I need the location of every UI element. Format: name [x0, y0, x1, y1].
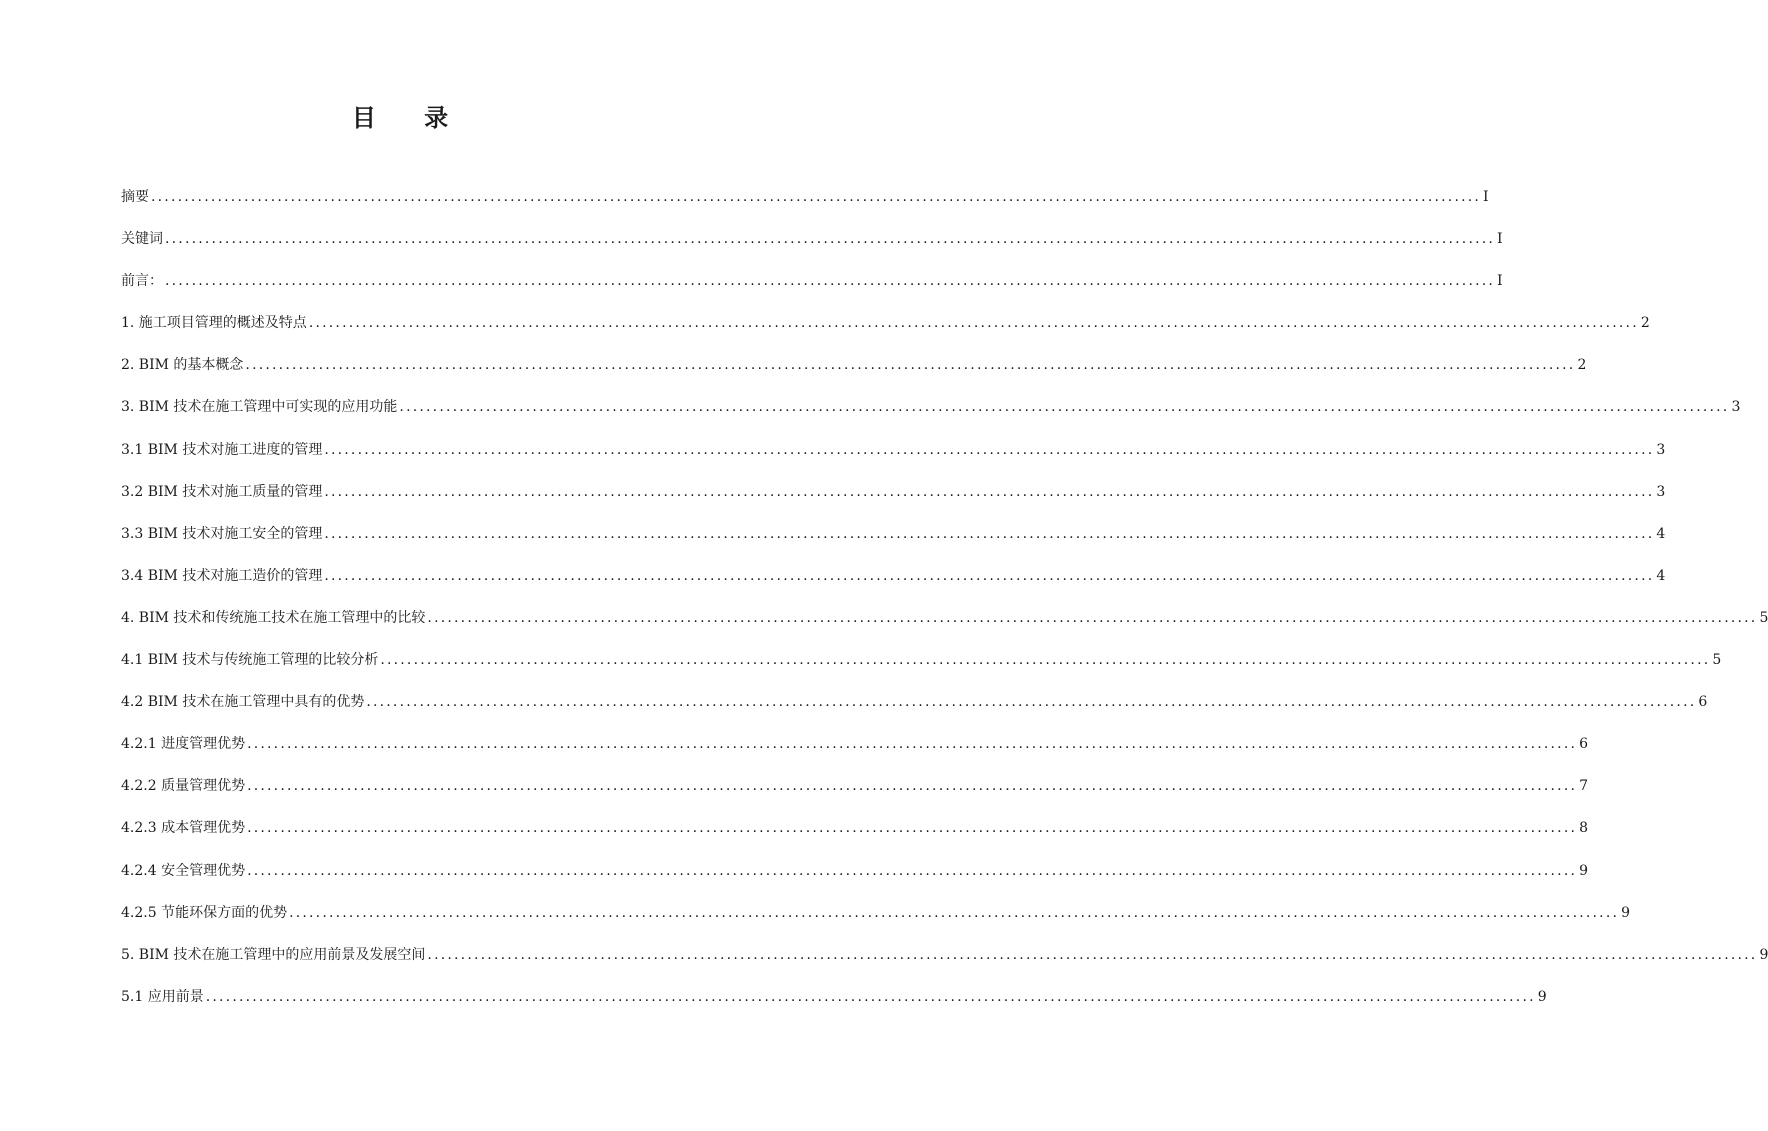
toc-entry-page: I: [1483, 189, 1489, 205]
toc-leader-dots: ........................................................................................................................................................................................................: [324, 525, 1655, 542]
toc-entry-page: 9: [1537, 988, 1547, 1005]
toc-leader-dots: ........................................................................................................................................................................................................: [247, 862, 1578, 879]
toc-title-char: 目: [351, 103, 376, 132]
toc-entry[interactable]: [121, 310, 1650, 352]
toc-entry-label: 2. BIM 的基本概念: [121, 357, 244, 374]
toc-entry-page: 4: [1656, 567, 1666, 584]
toc-entry-label: 摘要: [121, 189, 149, 205]
toc-entry[interactable]: [121, 647, 1722, 689]
toc-entry-page: 6: [1698, 694, 1708, 711]
toc-entry-page: 5: [1712, 652, 1722, 669]
toc-entry[interactable]: [121, 942, 1768, 984]
toc-entry-label: 4.2.3 成本管理优势: [121, 820, 246, 837]
toc-entry[interactable]: [121, 815, 1589, 857]
toc-leader-dots: ........................................................................................................................................................................................................: [427, 609, 1758, 626]
toc-leader-dots: ........................................................................................................................................................................................................: [247, 736, 1578, 753]
toc-entry-page: 3: [1656, 441, 1666, 458]
toc-leader-dots: ........................................................................................................................................................................................................: [324, 483, 1655, 500]
toc-entry-label: 4.2.4 安全管理优势: [121, 862, 246, 879]
toc-leader-dots: ........................................................................................................................................................................................................: [399, 399, 1730, 416]
toc-entry-page: 5: [1759, 609, 1768, 626]
toc-entry[interactable]: [121, 268, 1503, 310]
toc-entry-label: 5. BIM 技术在施工管理中的应用前景及发展空间: [121, 946, 426, 963]
toc-entry-page: 8: [1579, 820, 1589, 837]
toc-entry[interactable]: [121, 479, 1666, 521]
toc-entry-label: 4. BIM 技术和传统施工技术在施工管理中的比较: [121, 609, 426, 626]
toc-entry-label: 3.3 BIM 技术对施工安全的管理: [121, 525, 323, 542]
toc-leader-dots: ........................................................................................................................................................................................................: [247, 820, 1578, 837]
toc-entry[interactable]: [121, 437, 1666, 479]
toc-entry-page: 4: [1656, 525, 1666, 542]
toc-leader-dots: ........................................................................................................................................................................................................: [245, 357, 1576, 374]
toc-title: [0, 100, 800, 136]
toc-entry-page: 3: [1656, 483, 1666, 500]
toc-entry[interactable]: [121, 226, 1503, 268]
toc-entry-page: I: [1497, 273, 1503, 290]
toc-list: [121, 184, 1768, 1026]
toc-entry-page: 9: [1759, 946, 1768, 963]
toc-title-char: 录: [424, 103, 449, 132]
toc-leader-dots: ........................................................................................................................................................................................................: [380, 652, 1711, 669]
toc-entry[interactable]: [121, 563, 1666, 605]
toc-entry-page: 3: [1731, 399, 1741, 416]
toc-entry-label: 4.2.5 节能环保方面的优势: [121, 904, 288, 921]
toc-entry-page: 7: [1579, 778, 1589, 795]
toc-entry[interactable]: [121, 731, 1589, 773]
toc-entry-label: 前言：: [121, 273, 163, 290]
toc-entry-label: 4.2.1 进度管理优势: [121, 736, 246, 753]
toc-entry-label: 1. 施工项目管理的概述及特点: [121, 315, 307, 332]
toc-entry-label: 关键词: [121, 231, 163, 248]
toc-entry-label: 3. BIM 技术在施工管理中可实现的应用功能: [121, 399, 398, 416]
toc-leader-dots: ........................................................................................................................................................................................................: [165, 231, 1496, 248]
toc-leader-dots: ........................................................................................................................................................................................................: [289, 904, 1620, 921]
toc-entry-page: 2: [1640, 315, 1650, 332]
toc-entry[interactable]: [121, 858, 1589, 900]
toc-leader-dots: ........................................................................................................................................................................................................: [205, 988, 1536, 1005]
toc-entry-label: 3.4 BIM 技术对施工造价的管理: [121, 567, 323, 584]
toc-entry[interactable]: [121, 352, 1587, 394]
toc-entry-label: 3.1 BIM 技术对施工进度的管理: [121, 441, 323, 458]
toc-entry-label: 4.2.2 质量管理优势: [121, 778, 246, 795]
toc-leader-dots: ........................................................................................................................................................................................................: [308, 315, 1639, 332]
toc-entry[interactable]: [121, 900, 1631, 942]
toc-leader-dots: ........................................................................................................................................................................................................: [427, 946, 1758, 963]
toc-entry[interactable]: [121, 184, 1489, 226]
toc-leader-dots: ........................................................................................................................................................................................................: [324, 567, 1655, 584]
toc-entry-page: 9: [1579, 862, 1589, 879]
toc-entry[interactable]: [121, 689, 1708, 731]
toc-leader-dots: ........................................................................................................................................................................................................: [247, 778, 1578, 795]
toc-entry-page: I: [1497, 231, 1503, 248]
toc-leader-dots: ........................................................................................................................................................................................................: [324, 441, 1655, 458]
toc-leader-dots: ........................................................................................................................................................................................................: [151, 189, 1482, 205]
toc-entry[interactable]: [121, 521, 1666, 563]
toc-entry-page: 6: [1579, 736, 1589, 753]
toc-entry[interactable]: [121, 394, 1741, 436]
toc-entry-label: 4.1 BIM 技术与传统施工管理的比较分析: [121, 652, 379, 669]
toc-leader-dots: ........................................................................................................................................................................................................: [366, 694, 1697, 711]
toc-entry[interactable]: [121, 984, 1547, 1026]
toc-entry-label: 3.2 BIM 技术对施工质量的管理: [121, 483, 323, 500]
toc-entry-label: 4.2 BIM 技术在施工管理中具有的优势: [121, 694, 365, 711]
toc-entry-page: 2: [1577, 357, 1587, 374]
toc-entry[interactable]: [121, 605, 1768, 647]
toc-entry[interactable]: [121, 773, 1589, 815]
toc-entry-label: 5.1 应用前景: [121, 988, 204, 1005]
toc-entry-page: 9: [1621, 904, 1631, 921]
toc-leader-dots: ........................................................................................................................................................................................................: [165, 273, 1496, 290]
